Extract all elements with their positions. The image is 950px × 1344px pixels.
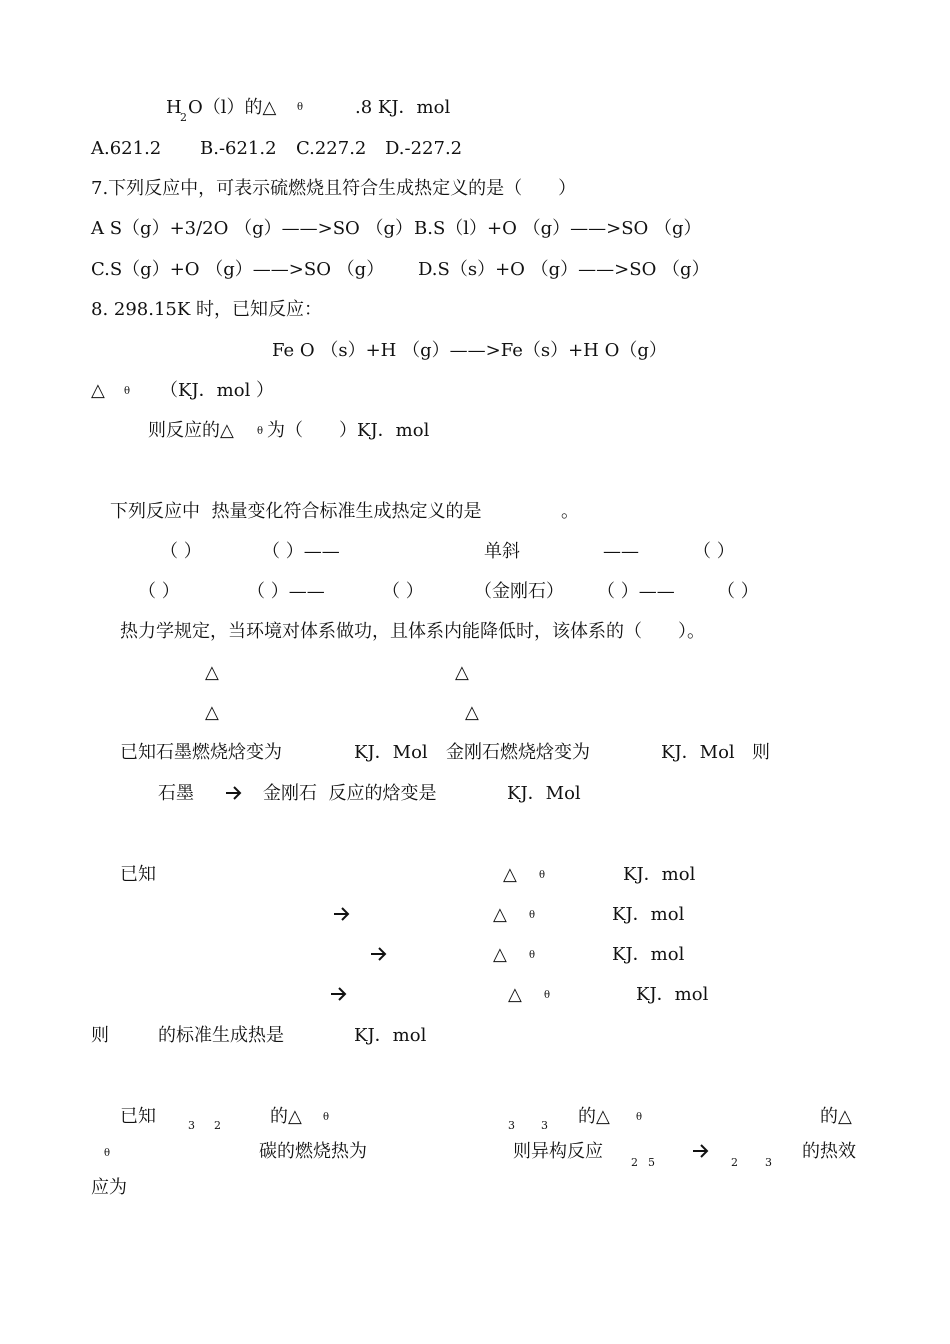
- subscript: 2: [214, 1119, 221, 1132]
- question-7-stem: 7.下列反应中，可表示硫燃烧且符合生成热定义的是（ ）: [91, 178, 577, 199]
- q11-diamond-reaction: 金刚石 反应的焓变是: [263, 783, 437, 804]
- q11-graphite-text: 已知石墨燃烧焓变为: [120, 742, 282, 763]
- q11-then: 则: [752, 742, 770, 763]
- period-mark: 。: [561, 501, 579, 522]
- arrow-right-icon: [692, 1143, 710, 1159]
- arrow-right-icon: [330, 986, 348, 1002]
- q8-unit: （KJ．mol ）: [160, 380, 275, 401]
- q12-unit: KJ．mol: [623, 864, 696, 885]
- q12-unit: KJ．mol: [636, 984, 709, 1005]
- theta-symbol: θ: [539, 870, 546, 881]
- delta-symbol: △: [205, 662, 219, 683]
- enthalpy-value: .8 KJ．mol: [355, 97, 451, 118]
- question-9-stem: 下列反应中 热量变化符合标准生成热定义的是: [110, 501, 482, 522]
- subscript: 2: [631, 1156, 638, 1169]
- arrow-right-icon: [225, 785, 243, 801]
- q13-isomer: 则异构反应: [513, 1141, 603, 1162]
- q11-unit: KJ．Mol: [507, 783, 581, 804]
- q13-carbon: 碳的燃烧热为: [259, 1141, 367, 1162]
- q9-row2-item: （ ）——: [247, 581, 325, 602]
- option-b: B.-621.2: [200, 138, 277, 159]
- q13-heat-effect: 的热效: [802, 1141, 856, 1162]
- q7-option-c: C.S（g）+O （g）——>SO （g）: [91, 259, 385, 280]
- q12-then: 则: [91, 1025, 109, 1046]
- delta-symbol: △: [493, 944, 507, 965]
- q13-end: 应为: [91, 1177, 127, 1198]
- delta-symbol: △: [503, 864, 517, 885]
- q12-given: 已知: [120, 864, 156, 885]
- delta-symbol: △: [508, 984, 522, 1005]
- subscript: 3: [188, 1119, 195, 1132]
- subscript: 2: [180, 111, 187, 124]
- theta-symbol: θ: [124, 386, 131, 397]
- theta-symbol: θ: [323, 1112, 330, 1123]
- q13-enthalpy-a: 的△: [270, 1106, 302, 1127]
- option-a: A.621.2: [91, 138, 162, 159]
- option-c: C.227.2: [296, 138, 367, 159]
- q9-row1-item: 单斜: [484, 541, 520, 562]
- q8-reaction: Fe O （s）+H （g）——>Fe（s）+H O（g）: [272, 340, 667, 361]
- subscript: 5: [648, 1156, 655, 1169]
- q11-diamond-text: 金刚石燃烧焓变为: [446, 742, 590, 763]
- q7-option-d: D.S（s）+O （g）——>SO （g）: [418, 259, 710, 280]
- theta-symbol: θ: [104, 1148, 111, 1159]
- q9-row2-item: （ ）: [717, 581, 759, 602]
- q13-enthalpy-b: 的△: [578, 1106, 610, 1127]
- q12-unit: KJ．mol: [354, 1025, 427, 1046]
- delta-symbol: △: [465, 702, 479, 723]
- q13-given: 已知: [120, 1106, 156, 1127]
- theta-symbol: θ: [257, 426, 264, 437]
- option-d: D.-227.2: [385, 138, 463, 159]
- q9-row2-item: （金刚石）: [474, 581, 564, 602]
- delta-symbol: △: [91, 380, 105, 401]
- theta-symbol: θ: [297, 102, 304, 113]
- q13-enthalpy-c: 的△: [820, 1106, 852, 1127]
- formula-h: H: [166, 97, 182, 118]
- delta-symbol: △: [493, 904, 507, 925]
- q8-question-pre: 则反应的△: [148, 420, 234, 441]
- q9-row1-item: （ ）: [160, 541, 202, 562]
- theta-symbol: θ: [636, 1112, 643, 1123]
- q9-row1-item: ——: [603, 541, 639, 562]
- subscript: 3: [765, 1156, 772, 1169]
- q9-row2-item: （ ）——: [597, 581, 675, 602]
- question-8-stem: 8. 298.15K 时，已知反应：: [91, 299, 323, 320]
- q9-row1-item: （ ）: [693, 541, 735, 562]
- q9-row2-item: （ ）: [138, 581, 180, 602]
- q12-unit: KJ．mol: [612, 944, 685, 965]
- delta-symbol: △: [455, 662, 469, 683]
- q11-graphite: 石墨: [158, 783, 194, 804]
- subscript: 3: [541, 1119, 548, 1132]
- theta-symbol: θ: [529, 910, 536, 921]
- q12-unit: KJ．mol: [612, 904, 685, 925]
- q8-question-post: 为（ ）KJ．mol: [267, 420, 430, 441]
- theta-symbol: θ: [544, 990, 551, 1001]
- q7-option-b: B.S（l）+O （g）——>SO （g）: [414, 218, 702, 239]
- delta-symbol: △: [205, 702, 219, 723]
- arrow-right-icon: [370, 946, 388, 962]
- q9-row2-item: （ ）: [382, 581, 424, 602]
- subscript: 3: [508, 1119, 515, 1132]
- question-10-stem: 热力学规定，当环境对体系做功，且体系内能降低时，该体系的（ ）。: [120, 621, 705, 642]
- arrow-right-icon: [333, 906, 351, 922]
- q9-row1-item: （ ）——: [262, 541, 340, 562]
- q7-option-a: A S（g）+3/2O （g）——>SO （g）: [91, 218, 414, 239]
- theta-symbol: θ: [529, 950, 536, 961]
- subscript: 2: [731, 1156, 738, 1169]
- q12-question: 的标准生成热是: [158, 1025, 284, 1046]
- q11-unit: KJ．Mol: [354, 742, 428, 763]
- q11-unit: KJ．Mol: [661, 742, 735, 763]
- formula-text: O（l）的△: [188, 97, 277, 118]
